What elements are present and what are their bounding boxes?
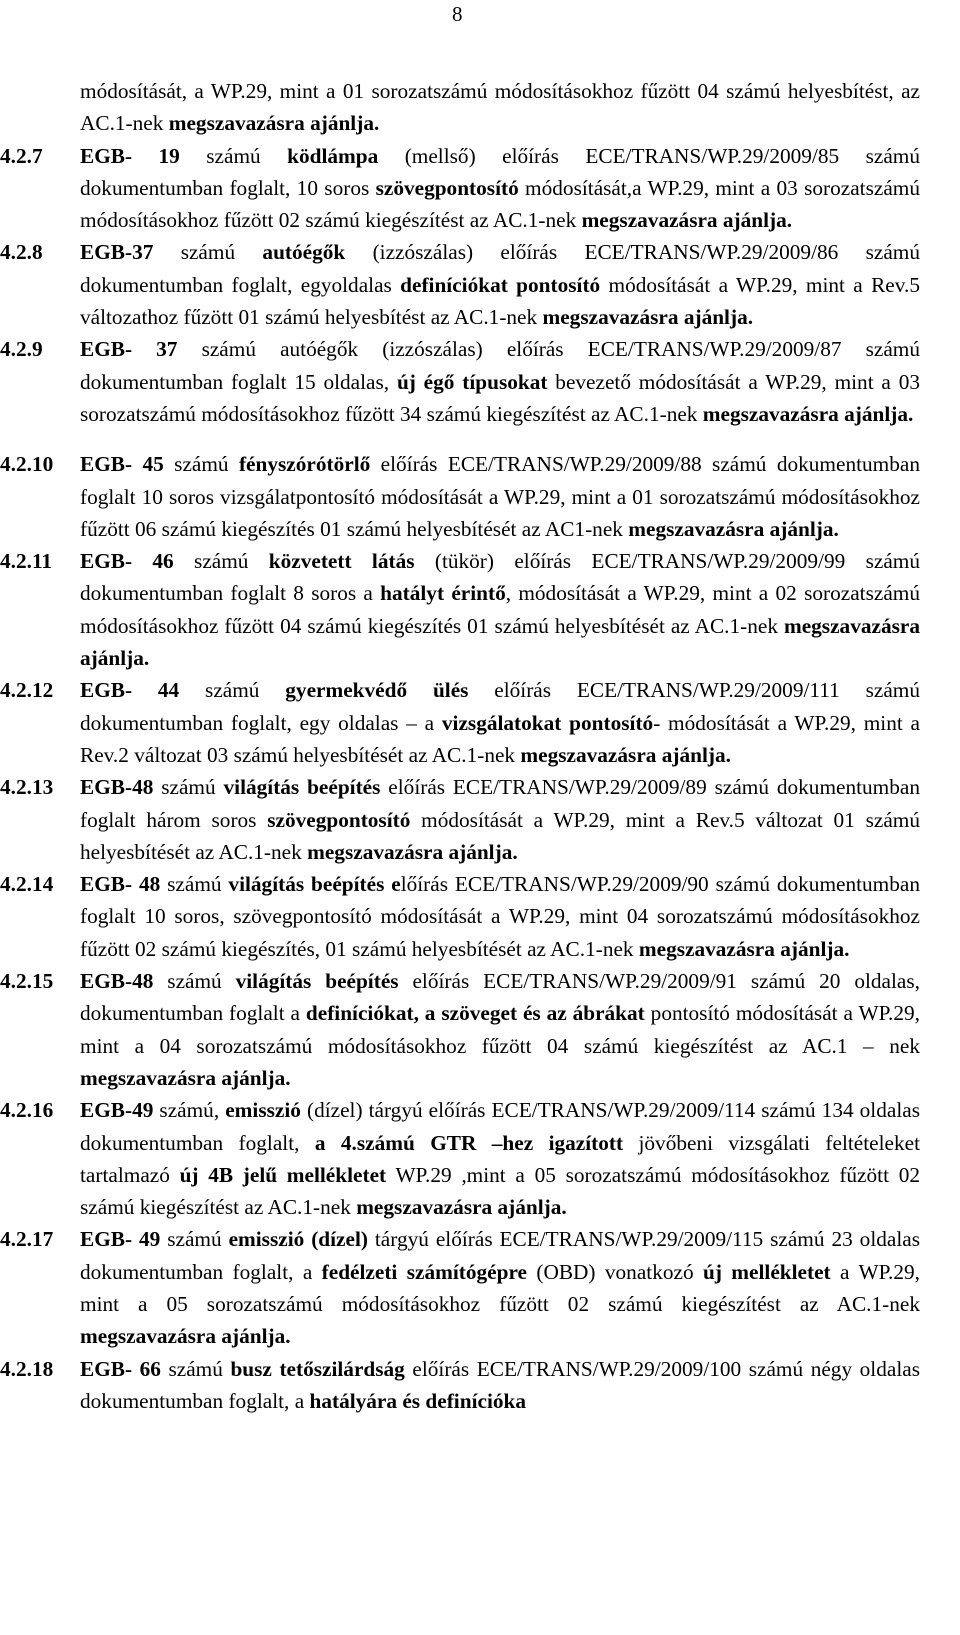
bold-text: EGB-37 xyxy=(80,240,154,265)
section-text xyxy=(80,448,920,545)
section-text xyxy=(80,333,920,430)
bold-text: fényszórótörlő xyxy=(238,452,371,477)
bold-text: hatályt érintő xyxy=(380,581,506,606)
bold-text: EGB-48 xyxy=(80,969,154,994)
section-text xyxy=(80,1094,920,1223)
bold-text: megszavazásra ajánlja. xyxy=(80,613,920,671)
bold-text: gyermekvédő ülés xyxy=(285,678,469,703)
section-number: 4.2.14 xyxy=(0,872,54,897)
bold-text: megszavazásra ajánlja. xyxy=(542,305,754,330)
section-item-4-2-9 xyxy=(0,333,920,430)
bold-text: EGB- 49 xyxy=(80,1227,161,1252)
section-item-4-2-15 xyxy=(0,965,920,1094)
section-text xyxy=(80,1223,920,1352)
section-item-4-2-14 xyxy=(0,868,921,965)
section-text xyxy=(80,771,920,868)
text-run: számú xyxy=(153,969,236,994)
section-item-4-2-12 xyxy=(0,674,920,771)
text-run: számú xyxy=(160,1227,229,1252)
bold-text: fedélzeti számítógépre xyxy=(321,1259,527,1284)
text-run: számú xyxy=(160,872,229,897)
section-item-4-2-18 xyxy=(0,1353,920,1418)
section-item-4-2-11 xyxy=(0,545,921,674)
bold-text: ködlámpa xyxy=(287,143,379,168)
text-run: (mellső) előírás ECE/TRANS/WP.29/2009/85 számú dokumentumban foglalt, 10 soros xyxy=(80,143,920,200)
bold-text: megszavazásra ajánlja. xyxy=(307,839,518,864)
section-number: 4.2.7 xyxy=(0,143,43,168)
section-item-4-2-16 xyxy=(0,1094,921,1223)
text-run: , módosítását a WP.29, mint a 02 sorozatszámú módosításokhoz fűzött 04 számú kiegészítés 01 számú helyesbítését az AC.1-nek xyxy=(80,581,921,638)
text-run: számú autóégők (izzószálas) előírás ECE/TRANS/WP.29/2009/87 számú dokumentumban foglalt 15 oldalas, xyxy=(80,337,920,394)
bold-text: hatályára és definícióka xyxy=(309,1388,526,1413)
bold-text: EGB- 45 xyxy=(80,452,164,477)
section-item-4-2-13 xyxy=(0,771,920,868)
section-number: 4.2.8 xyxy=(0,240,43,265)
bold-text: világítás beépítés xyxy=(235,969,399,994)
bold-text: emisszió (dízel) xyxy=(228,1227,368,1252)
section-item-4-2-10 xyxy=(0,448,920,545)
text-run: előírás ECE/TRANS/WP.29/2009/111 számú dokumentumban foglalt, egy oldalas – a xyxy=(80,678,920,735)
section-text xyxy=(80,75,920,140)
bold-text: új mellékletet xyxy=(702,1259,831,1284)
section-number: 4.2.10 xyxy=(0,452,54,477)
section-number: 4.2.9 xyxy=(0,337,43,362)
bold-text: új égő típusokat xyxy=(396,369,548,394)
section-item-4-2-17 xyxy=(0,1223,921,1352)
bold-text: definíciókat, a szöveget és az ábrákat xyxy=(305,1001,645,1026)
bold-text: megszavazásra ajánlja. xyxy=(702,401,914,426)
bold-text: megszavazásra ajánlja. xyxy=(80,1065,291,1090)
bold-text: EGB- 48 xyxy=(80,872,161,897)
section-text xyxy=(80,868,920,965)
text-run: számú xyxy=(153,240,263,265)
bold-text: vizsgálatokat pontosító xyxy=(441,710,654,735)
bold-text: EGB- 37 xyxy=(80,337,178,362)
text-run: módosítását a WP.29, mint a Rev.5 változat 01 számú helyesbítését az AC.1-nek xyxy=(80,807,920,864)
bold-text: szövegpontosító xyxy=(375,175,519,200)
bold-text: megszavazásra ajánlja. xyxy=(638,936,850,961)
section-number: 4.2.17 xyxy=(0,1227,54,1252)
text-run: bevezető módosítását a WP.29, mint a 03 sorozatszámú módosításokhoz fűzött 34 számú kiegészítést az AC.1-nek xyxy=(80,369,920,426)
text-run: előírás ECE/TRANS/WP.29/2009/89 számú dokumentumban foglalt három soros xyxy=(80,775,920,832)
bold-text: új 4B jelű mellékletet xyxy=(179,1162,387,1187)
bold-text: világítás beépítés xyxy=(223,775,381,800)
bold-text: EGB- 46 xyxy=(80,549,174,574)
section-number: 4.2.15 xyxy=(0,969,54,994)
text-run: WP.29 ,mint a 05 sorozatszámú módosításokhoz fűzött 02 számú kiegészítést az AC.1-nek xyxy=(80,1162,920,1220)
bold-text: EGB- 44 xyxy=(80,678,180,703)
text-run: módosítását a WP.29, mint a Rev.5 változathoz fűzött 01 számú helyesbítést az AC.1-nek xyxy=(80,272,920,330)
section-text xyxy=(80,674,920,771)
document-body xyxy=(0,75,921,1417)
bold-text: definíciókat pontosító xyxy=(400,272,601,297)
bold-text: megszavazásra ajánlja. xyxy=(581,208,793,233)
bold-text: busz tetőszilárdság xyxy=(230,1356,405,1381)
text-run: számú, xyxy=(153,1098,226,1123)
text-run: jövőbeni vizsgálati feltételeket tartalmazó xyxy=(80,1130,921,1187)
bold-text: megszavazásra ajánlja. xyxy=(628,516,839,541)
section-number: 4.2.11 xyxy=(0,549,53,574)
text-run: számú xyxy=(179,143,288,168)
continuation-paragraph xyxy=(80,75,920,140)
section-text xyxy=(80,1353,920,1418)
section-text xyxy=(80,965,920,1094)
bold-text: megszavazásra ajánlja. xyxy=(520,742,731,767)
bold-text: EGB-49 xyxy=(80,1098,154,1123)
text-run: (dízel) tárgyú előírás ECE/TRANS/WP.29/2009/114 számú 134 oldalas dokumentumban foglalt, xyxy=(80,1098,920,1155)
spacer xyxy=(80,430,920,448)
bold-text: EGB- 66 xyxy=(80,1356,161,1381)
bold-text: EGB-48 xyxy=(80,775,154,800)
text-run: a WP.29, mint a 05 sorozatszámú módosításokhoz fűzött 02 számú kiegészítést az AC.1-nek xyxy=(80,1259,921,1316)
text-run: tárgyú előírás ECE/TRANS/WP.29/2009/115 számú 23 oldalas dokumentumban foglalt, a xyxy=(80,1227,920,1284)
text-run: számú xyxy=(153,775,224,800)
text-run: pontosító módosítását a WP.29, mint a 04 sorozatszámú módosításokhoz fűzött 04 számú kiegészítést az AC.1 – nek xyxy=(80,1001,920,1058)
page-number: 8 xyxy=(452,2,463,26)
text-run: lőírás ECE/TRANS/WP.29/2009/90 számú dokumentumban foglalt 10 soros, szövegpontosító módosítását a WP.29, mint 04 sorozatszámú módosításokhoz fűzött 02 számú kiegészítés, 01 számú helyesbítését az AC.1-nek xyxy=(80,872,921,961)
text-run: számú xyxy=(163,452,239,477)
text-run: számú xyxy=(160,1356,231,1381)
section-text xyxy=(80,236,920,333)
text-run: számú xyxy=(173,549,269,574)
section-item-4-2-7 xyxy=(0,140,920,237)
text-run: előírás ECE/TRANS/WP.29/2009/100 számú négy oldalas dokumentumban foglalt, a xyxy=(80,1356,920,1413)
bold-text: megszavazásra ajánlja. xyxy=(356,1195,567,1220)
text-run: előírás ECE/TRANS/WP.29/2009/88 számú dokumentumban foglalt 10 soros vizsgálatpontosító módosítását a WP.29, mint a 01 sorozatszámú módosításokhoz fűzött 06 számú kiegészítés 01 számú helyesbítését az AC1-nek xyxy=(80,452,920,541)
text-run: (izzószálas) előírás ECE/TRANS/WP.29/2009/86 számú dokumentumban foglalt, egyoldalas xyxy=(80,240,920,297)
bold-text: a 4.számú GTR –hez igazított xyxy=(314,1130,624,1155)
bold-text: közvetett látás xyxy=(268,549,415,574)
bold-text: szövegpontosító xyxy=(267,807,411,832)
bold-text: megszavazásra ajánlja. xyxy=(80,1324,291,1349)
text-run: (OBD) vonatkozó xyxy=(526,1259,703,1284)
section-number: 4.2.18 xyxy=(0,1356,54,1381)
section-text xyxy=(80,140,920,237)
section-number: 4.2.16 xyxy=(0,1098,54,1123)
section-number: 4.2.13 xyxy=(0,775,54,800)
section-text xyxy=(80,545,920,674)
text-run: (tükör) előírás ECE/TRANS/WP.29/2009/99 számú dokumentumban foglalt 8 soros a xyxy=(80,549,920,606)
bold-text: EGB- 19 xyxy=(80,143,180,168)
bold-text: világítás beépítés e xyxy=(228,872,401,897)
text-run: számú xyxy=(179,678,286,703)
text-run: előírás ECE/TRANS/WP.29/2009/91 számú 20 oldalas, dokumentumban foglalt a xyxy=(80,969,920,1026)
text-run: módosítását,a WP.29, mint a 03 sorozatszámú módosításokhoz fűzött 02 számú kiegészítést az AC.1-nek xyxy=(80,175,920,233)
section-item-4-2-8 xyxy=(0,236,920,333)
section-number: 4.2.12 xyxy=(0,678,54,703)
bold-text: megszavazásra ajánlja. xyxy=(168,111,380,136)
text-run: - módosítását a WP.29, mint a Rev.2 változat 03 számú helyesbítését az AC.1-nek xyxy=(80,710,920,767)
bold-text: emisszió xyxy=(225,1098,301,1123)
bold-text: autóégők xyxy=(262,240,346,265)
text-run: módosítását, a WP.29, mint a 01 sorozatszámú módosításokhoz fűzött 04 számú helyesbítést, az AC.1-nek xyxy=(80,79,920,136)
